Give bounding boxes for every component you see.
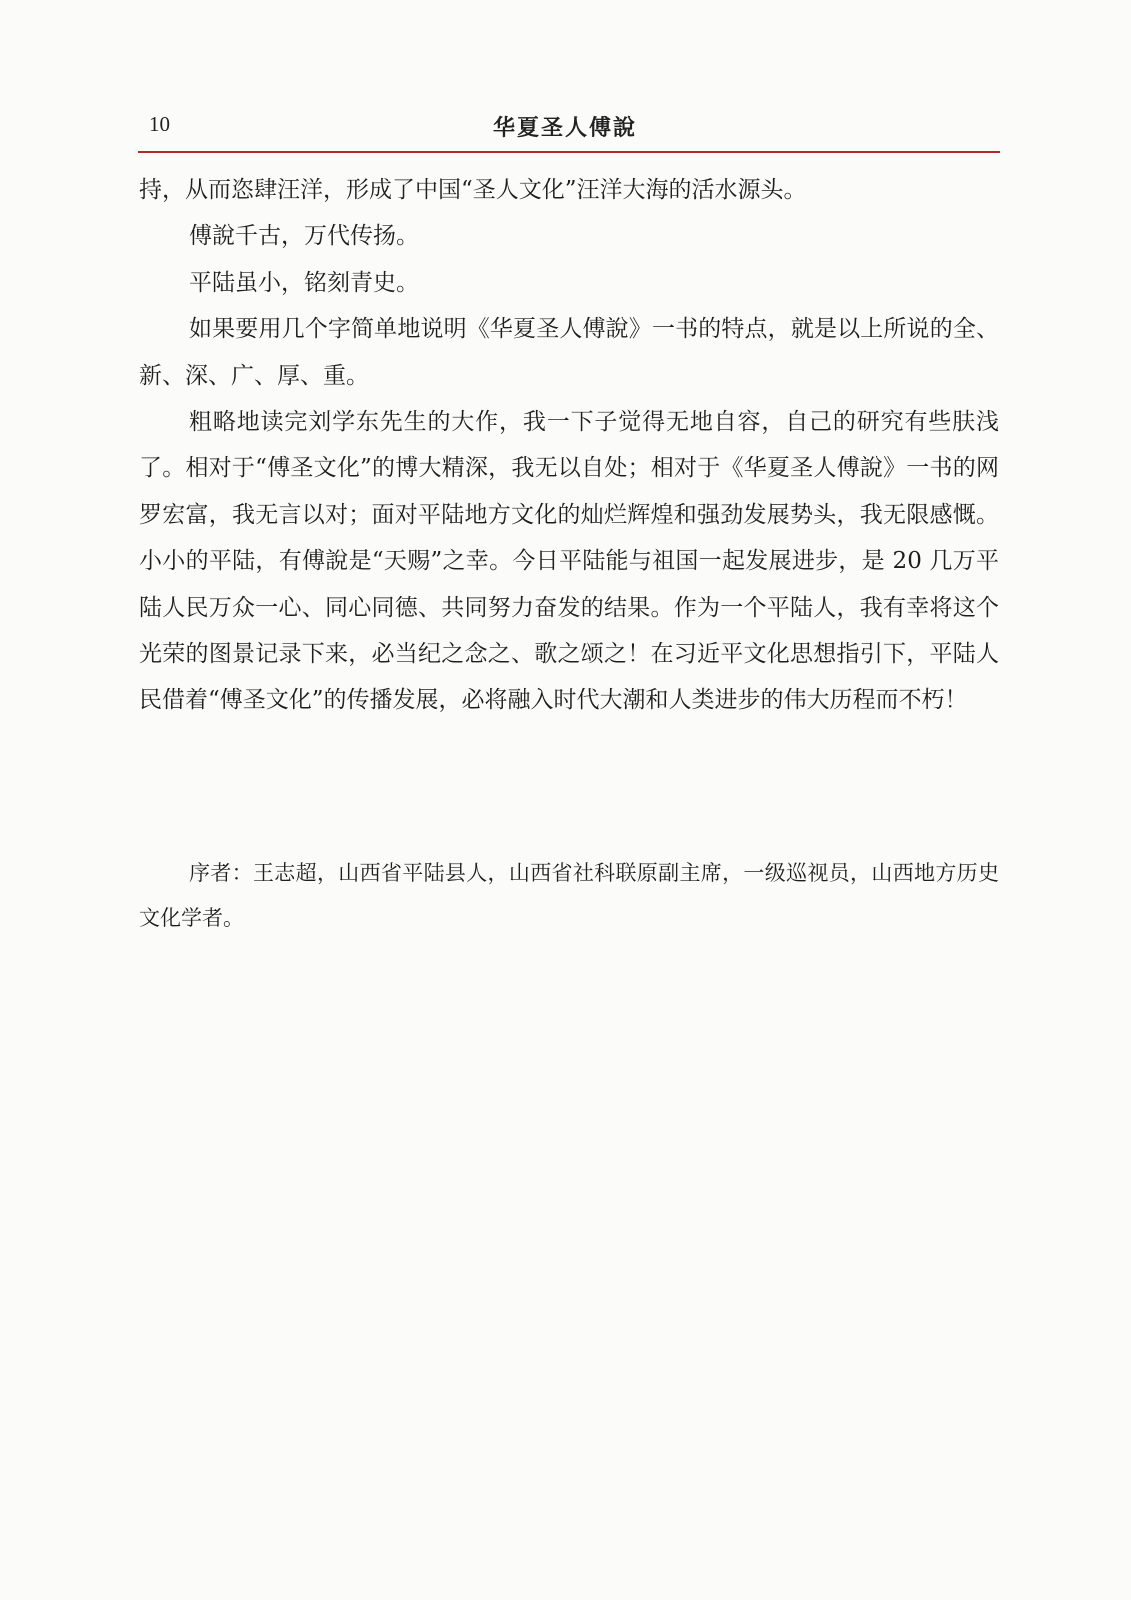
author-note: 序者：王志超，山西省平陆县人，山西省社科联原副主席，一级巡视员，山西地方历史文化学者。 (139, 861, 999, 930)
paragraph-2: 傅說千古，万代传扬。 (189, 223, 419, 250)
page-number: 10 (149, 112, 170, 136)
paragraph-4: 如果要用几个字简单地说明《华夏圣人傅說》一书的特点，就是以上所说的全、新、深、广、厚、重。 (139, 316, 999, 389)
body-text (139, 167, 999, 724)
paragraph-1: 持，从而恣肆汪洋，形成了中国“圣人文化”汪洋大海的活水源头。 (139, 177, 807, 203)
header-rule (138, 151, 1000, 153)
paragraph-3: 平陆虽小，铭刻青史。 (189, 269, 419, 296)
running-title: 华夏圣人傅說 (492, 116, 637, 141)
paragraph-5: 粗略地读完刘学东先生的大作，我一下子觉得无地自容，自己的研究有些肤浅了。相对于“傅圣文化”的博大精深，我无以自处；相对于《华夏圣人傅說》一书的网罗宏富，我无言以对；面对平陆地方文化的灿烂辉煌和强劲发展势头，我无限感慨。小小的平陆，有傅說是“天赐”之幸。今日平陆能与祖国一起发展进步，是 20 几万平陆人民万众一心、同心同德、共同努力奋发的结果。作为一个平陆人，我有幸将这个光荣的图景记录下来，必当纪之念之、歌之颂之！在习近平文化思想指引下，平陆人民借着“傅圣文化”的传播发展，必将融入时代大潮和人类进步的伟大历程而不朽！ (139, 409, 999, 714)
